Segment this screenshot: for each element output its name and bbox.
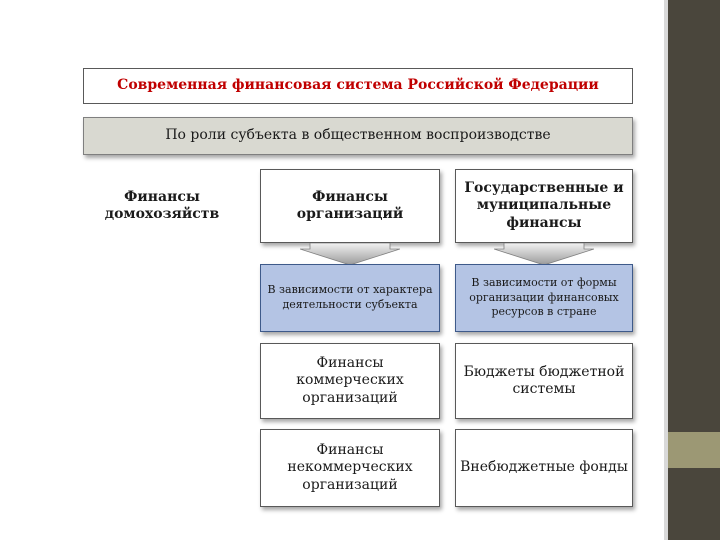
diagram-title: Современная финансовая система Российской Федерации	[83, 68, 633, 104]
down-arrow-icon	[494, 243, 594, 265]
state-municipal-finance-box: Государственные и муниципальные финансы	[455, 169, 633, 243]
households-finance-box: Финансы домохозяйств	[83, 169, 241, 243]
organizations-finance-box: Финансы организаций	[260, 169, 440, 243]
noncommercial-organizations-box: Финансы некоммерческих организаций	[260, 429, 440, 507]
extrabudgetary-funds-box: Внебюджетные фонды	[455, 429, 633, 507]
down-arrow-icon	[300, 243, 400, 265]
budget-system-box: Бюджеты бюджетной системы	[455, 343, 633, 419]
decorative-side-accent	[668, 432, 720, 468]
commercial-organizations-box: Финансы коммерческих организаций	[260, 343, 440, 419]
resources-criterion-box: В зависимости от формы организации финансовых ресурсов в стране	[455, 264, 633, 332]
activity-criterion-box: В зависимости от характера деятельности субъекта	[260, 264, 440, 332]
classification-criterion: По роли субъекта в общественном воспроизводстве	[83, 117, 633, 155]
